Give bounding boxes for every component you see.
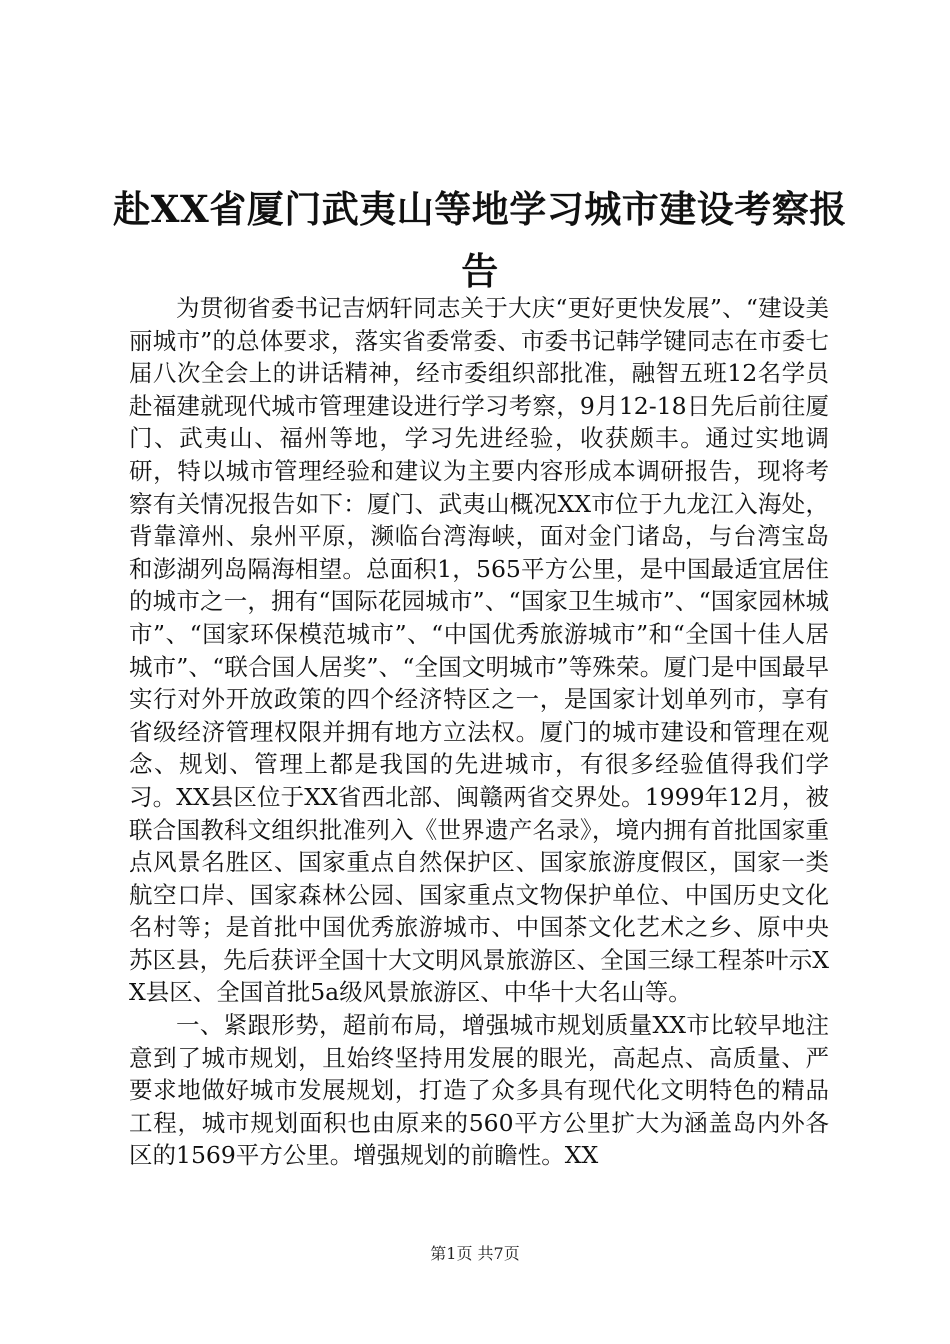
- document-body: [129, 292, 829, 1172]
- body-paragraph-2: 一、紧跟形势，超前布局，增强城市规划质量XX市比较早地注意到了城市规划，且始终坚持用发展的眼光，高起点、高质量、严要求地做好城市发展规划，打造了众多具有现代化文明特色的精品工程，城市规划面积也由原来的560平方公里扩大为涵盖岛内外各区的1569平方公里。增强规划的前瞻性。XX: [129, 1011, 829, 1170]
- body-paragraph-1: 为贯彻省委书记吉炳轩同志关于大庆“更好更快发展”、“建设美丽城市”的总体要求，落实省委常委、市委书记韩学键同志在市委七届八次全会上的讲话精神，经市委组织部批准，融智五班12名学员赴福建就现代城市管理建设进行学习考察，9月12-18日先后前往厦门、武夷山、福州等地，学习先进经验，收获颇丰。通过实地调研，特以城市管理经验和建议为主要内容形成本调研报告，现将考察有关情况报告如下：厦门、武夷山概况XX市位于九龙江入海处，背靠漳州、泉州平原，濒临台湾海峡，面对金门诸岛，与台湾宝岛和澎湖列岛隔海相望。总面积1，565平方公里，是中国最适宜居住的城市之一，拥有“国际花园城市”、“国家卫生城市”、“国家园林城市”、“国家环保模范城市”、“中国优秀旅游城市”和“全国十佳人居城市”、“联合国人居奖”、“全国文明城市”等殊荣。厦门是中国最早实行对外开放政策的四个经济特区之一，是国家计划单列市，享有省级经济管理权限并拥有地方立法权。厦门的城市建设和管理在观念、规划、管理上都是我国的先进城市，有很多经验值得我们学习。XX县区位于XX省西北部、闽赣两省交界处。1999年12月，被联合国教科文组织批准列入《世界遗产名录》，境内拥有首批国家重点风景名胜区、国家重点自然保护区、国家旅游度假区，国家一类航空口岸、国家森林公园、国家重点文物保护单位、中国历史文化名村等；是首批中国优秀旅游城市、中国茶文化艺术之乡、原中央苏区县，先后获评全国十大文明风景旅游区、全国三绿工程茶叶示XX县区、全国首批5a级风景旅游区、中华十大名山等。: [129, 294, 829, 1007]
- document-title: 赴XX省厦门武夷山等地学习城市建设考察报告: [113, 187, 847, 293]
- page-footer: 第1页 共7页: [430, 1244, 520, 1263]
